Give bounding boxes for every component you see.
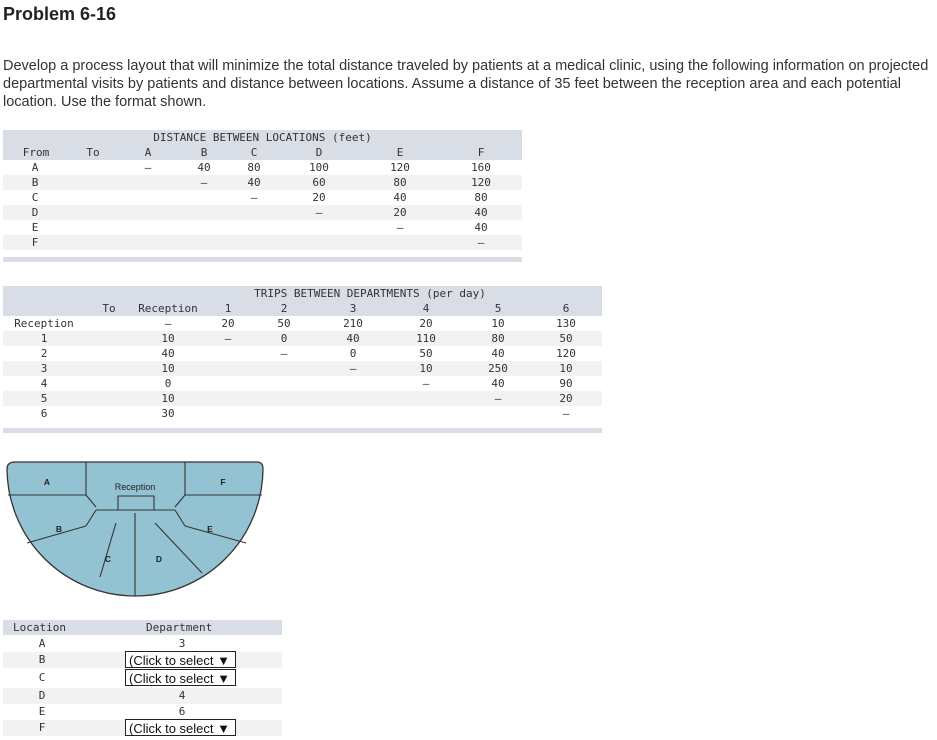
distance-cell: 20 [393, 206, 407, 219]
clinic-layout-diagram [0, 455, 270, 605]
distance-row-label: A [31, 161, 39, 174]
distance-row-label: D [31, 206, 39, 219]
answer-department-value: 3 [178, 637, 186, 650]
location-label-d: D [155, 554, 163, 564]
distance-cell: 40 [247, 176, 261, 189]
trips-col-header: 3 [349, 302, 357, 315]
distance-from-label: From [22, 146, 50, 159]
reception-label: Reception [114, 482, 156, 492]
trips-row [3, 331, 602, 346]
distance-cell: 40 [393, 191, 407, 204]
problem-title: Problem 6-16 [3, 4, 117, 24]
distance-row-label: E [31, 221, 39, 234]
distance-cell: 80 [247, 161, 261, 174]
trips-row [3, 391, 602, 406]
distance-cell: 80 [474, 191, 488, 204]
trips-to-label: To [102, 302, 116, 315]
trips-cell: 20 [559, 392, 573, 405]
distance-table-bottom-bar [3, 257, 522, 262]
answer-location-label: C [38, 671, 46, 684]
distance-cell: 160 [471, 161, 491, 174]
trips-row-label: 5 [40, 392, 48, 405]
distance-cell: – [200, 176, 208, 189]
distance-col-header: D [315, 146, 323, 159]
trips-cell: 0 [280, 332, 288, 345]
trips-table [3, 286, 602, 421]
distance-row-label: C [31, 191, 39, 204]
answer-table [3, 620, 282, 635]
trips-cell: 80 [491, 332, 505, 345]
distance-to-label: To [86, 146, 100, 159]
trips-cell: 10 [491, 317, 505, 330]
trips-cell: – [224, 332, 232, 345]
trips-cell: 40 [161, 347, 175, 360]
distance-table [3, 130, 522, 250]
distance-cell: 20 [312, 191, 326, 204]
trips-cell: – [349, 362, 357, 375]
trips-table-bottom-bar [3, 428, 602, 433]
trips-row-label: 1 [40, 332, 48, 345]
problem-description: Develop a process layout that will minimize the total distance traveled by patients at a medical clinic, using the following information on projected departmental visits by patients and distance between locations. Assume a distance of 35 feet between the reception area and each potential location. Use the format shown. [3, 58, 929, 110]
trips-row-label: 6 [40, 407, 48, 420]
location-label-e: E [207, 524, 213, 534]
trips-cell: 0 [164, 377, 172, 390]
trips-cell: 250 [488, 362, 508, 375]
distance-cell: 60 [312, 176, 326, 189]
trips-cell: 210 [343, 317, 363, 330]
trips-cell: 40 [491, 347, 505, 360]
distance-cell: – [250, 191, 258, 204]
distance-cell: 40 [197, 161, 211, 174]
answer-location-label: A [38, 637, 46, 650]
trips-row [3, 406, 602, 421]
trips-row [3, 316, 602, 331]
trips-cell: – [164, 317, 172, 330]
answer-table-header [3, 620, 282, 635]
trips-col-header: 1 [224, 302, 232, 315]
trips-cell: 50 [419, 347, 433, 360]
answer-location-label: F [38, 721, 46, 734]
trips-cell: 10 [559, 362, 573, 375]
department-select[interactable]: (Click to select ▼ [125, 719, 236, 736]
distance-table-caption: DISTANCE BETWEEN LOCATIONS (feet) [153, 131, 372, 144]
trips-cell: 20 [221, 317, 235, 330]
trips-cell: 50 [277, 317, 291, 330]
distance-cell: 40 [474, 206, 488, 219]
distance-row [3, 160, 522, 175]
distance-cell: 120 [390, 161, 410, 174]
trips-cell: 40 [346, 332, 360, 345]
trips-cell: 30 [161, 407, 175, 420]
trips-cell: 20 [419, 317, 433, 330]
trips-cell: 10 [419, 362, 433, 375]
distance-row [3, 190, 522, 205]
distance-cell: – [477, 236, 485, 249]
distance-row [3, 220, 522, 235]
trips-cell: – [494, 392, 502, 405]
distance-row [3, 205, 522, 220]
trips-cell: – [562, 407, 570, 420]
distance-cell: – [315, 206, 323, 219]
trips-row-label: 4 [40, 377, 48, 390]
department-select[interactable]: (Click to select ▼ [125, 669, 236, 686]
distance-row [3, 235, 522, 250]
trips-col-header: 6 [562, 302, 570, 315]
trips-cell: 50 [559, 332, 573, 345]
trips-cell: 90 [559, 377, 573, 390]
trips-table-caption: TRIPS BETWEEN DEPARTMENTS (per day) [254, 287, 486, 300]
trips-cell: 120 [556, 347, 576, 360]
distance-col-header: B [200, 146, 208, 159]
answer-department-value: 4 [178, 689, 186, 702]
trips-row [3, 346, 602, 361]
trips-cell: 10 [161, 392, 175, 405]
trips-cell: 130 [556, 317, 576, 330]
trips-row [3, 376, 602, 391]
trips-cell: 10 [161, 332, 175, 345]
trips-col-header: Reception [138, 302, 198, 315]
distance-cell: – [144, 161, 152, 174]
trips-col-header: 4 [422, 302, 430, 315]
distance-table-header [3, 130, 522, 160]
location-label-a: A [43, 477, 51, 487]
location-label-b: B [55, 524, 63, 534]
distance-cell: 80 [393, 176, 407, 189]
distance-col-header: F [477, 146, 485, 159]
department-header: Department [146, 621, 213, 634]
trips-cell: – [280, 347, 288, 360]
trips-col-header: 2 [280, 302, 288, 315]
distance-cell: 40 [474, 221, 488, 234]
distance-row [3, 175, 522, 190]
answer-location-label: B [38, 653, 46, 666]
trips-row-label: 2 [40, 347, 48, 360]
distance-cell: – [396, 221, 404, 234]
trips-table-header [3, 286, 602, 316]
answer-location-label: E [38, 705, 46, 718]
trips-cell: 40 [491, 377, 505, 390]
distance-col-header: E [396, 146, 404, 159]
trips-cell: 110 [416, 332, 436, 345]
answer-location-label: D [38, 689, 46, 702]
distance-row-label: B [31, 176, 39, 189]
answer-department-value: 6 [178, 705, 186, 718]
distance-col-header: C [250, 146, 258, 159]
location-header: Location [13, 621, 66, 634]
distance-col-header: A [144, 146, 152, 159]
department-select[interactable]: (Click to select ▼ [125, 651, 236, 668]
trips-col-header: 5 [494, 302, 502, 315]
trips-row-label: Reception [14, 317, 74, 330]
distance-row-label: F [31, 236, 39, 249]
trips-cell: – [422, 377, 430, 390]
trips-row [3, 361, 602, 376]
location-label-c: C [104, 554, 112, 564]
trips-row-label: 3 [40, 362, 48, 375]
distance-cell: 120 [471, 176, 491, 189]
distance-cell: 100 [309, 161, 329, 174]
trips-cell: 0 [349, 347, 357, 360]
trips-cell: 10 [161, 362, 175, 375]
location-label-f: F [220, 477, 226, 487]
